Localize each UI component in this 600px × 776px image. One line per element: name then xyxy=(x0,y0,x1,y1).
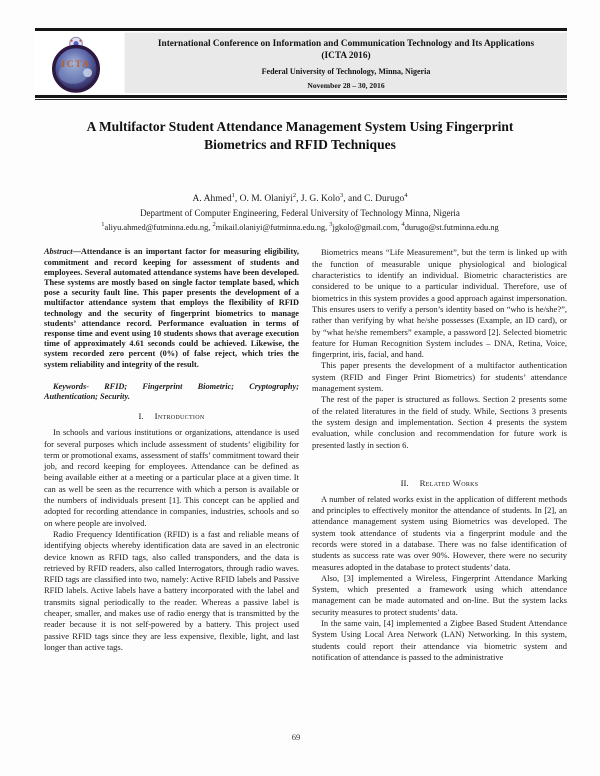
header-cell-gap xyxy=(117,32,124,93)
author-separator: , xyxy=(234,194,240,205)
author-sup: 2 xyxy=(292,192,297,199)
email-address: jgkolo@gmail.com, xyxy=(332,222,402,232)
introduction-paragraph: In schools and various institutions or organizations, attendance is used for several purposes which include assessment of students’ eligibility for term or promotional exams, assessment of staffs’ commitment toward their job, and record keeping for employees. Attendance can be defined as being available either at a meeting or a particular place at a given time. It can as well be seen as the recurrence with which a person is available or the numbers of individuals present [1]. This concept can be applied and adopted for recording attendance in companies, industries, schools and so on where people are involved. xyxy=(44,427,299,528)
author-name: J. G. Kolo xyxy=(300,194,340,205)
section-title: Introduction xyxy=(154,411,205,422)
section-number: II. xyxy=(400,477,409,488)
conference-header-text xyxy=(124,32,567,93)
author-name: A. Ahmed xyxy=(192,194,232,205)
icta-logo-text: ICTA xyxy=(61,58,91,70)
paper-title: A Multifactor Student Attendance Management System Using Fingerprint Biometrics and RFID Techniques xyxy=(86,119,514,152)
related-works-paragraph: A number of related works exist in the application of different methods and principles to effectively monitor the attendance of students. In [2], an attendance management system using Biometrics was developed. The system took attendance of students via a fingerprint module and the records were stored in a database. There was no false identification of students as success rate was over 90%. However, there were no security measures adopted in the database to protect students’ data. xyxy=(312,493,567,572)
conference-dates: November 28 – 30, 2016 xyxy=(307,81,385,90)
author-sup: 1 xyxy=(231,192,235,199)
section-number: I. xyxy=(138,411,144,422)
keywords: Keywords- RFID; Fingerprint Biometric; Cryptography; Authentication; Security. xyxy=(44,381,299,402)
page-number: 69 xyxy=(291,732,301,742)
author-line xyxy=(0,190,600,205)
abstract-text: Attendance is an important factor for measuring eligibility, commitment and record keeping for assessment of students and employees. Several automated attendance systems have been developed. These systems are mostly based on single factor template based, which pose a security fault line. This paper presents the development of a multifactor attendance system that employs the flexibility of RFID technology and the security of fingerprint biometrics to manage students’ attendance record. Performance evaluation in terms of response time and event using 10 students shows that average execution time of approximately 4.61 seconds could be achieved. Likewise, the system recorded zero percent (0%) of false reject, which tries the system reliability and integrity of the result. xyxy=(44,247,299,369)
introduction-paragraph: Biometrics means “Life Measurement”, but the term is linked up with the function of measurable unique physiological and biological characteristics to identify an individual. Biometric characteristics are considered to be unique to a particular individual. Therefore, use of biometrics in this system provides a good approach against impersonation. This ensures users to verify a person’s identity based on “who is he/she?”, rather than verifying by what he/she possesses (Example, an ID card), or by “what he/she remembers” example, a password [2]. Selected biometric feature for Human Recognition System includes – DNA, Retina, Voice, fingerprint, iris, facial, and hand. xyxy=(312,247,567,360)
icta-globe-logo-icon xyxy=(47,33,105,93)
related-works-paragraph: Also, [3] implemented a Wireless, Fingerprint Attendance Marking System, which presented a framework using which attendance management can be made automated and on-line. But the system lacks security measures to protect students’ data. xyxy=(312,572,567,617)
author-name: O. M. Olaniyi xyxy=(239,194,293,205)
header-bottom-rule-thin xyxy=(35,99,567,100)
email-address: aliyu.ahmed@futminna.edu.ng, xyxy=(104,222,213,232)
header-top-rule xyxy=(35,28,567,31)
introduction-paragraph: Radio Frequency Identification (RFID) is a fast and reliable means of identifying objects whereby identification data are saved in an electronic device known as RFID tags, also called transponders, and the data is retrieved by RFID readers, also called Interrogators, through radio waves. RFID tags are classified into two, namely: Active RFID labels and Passive RFID labels. Active labels have a battery incorporated with the label and transmits signal periodically to the reader. Whereas a passive label is cheaper, smaller, and makes use of radio energy that is transmitted by the reader because it is not self-powered by a battery. This project used passive RFID tags since they are less expensive, flexible, light, and last longer than active tags. xyxy=(44,528,299,652)
email-sup: 2 xyxy=(212,220,216,228)
related-works-paragraph: In the same vain, [4] implemented a Zigbee Based Student Attendance System Using Local Area Network (LAN) Networking. In this system, students could report their attendance via biometric system and notification of attendance is passed to the administrative xyxy=(312,618,567,662)
author-separator: , and xyxy=(343,194,365,205)
author-sup: 3 xyxy=(339,192,344,199)
two-column-layout xyxy=(44,247,567,663)
left-column xyxy=(44,247,299,663)
right-column xyxy=(312,247,567,663)
email-line xyxy=(0,220,600,233)
abstract xyxy=(44,247,299,369)
section-heading-related-works xyxy=(312,478,567,488)
author-separator: , xyxy=(296,194,301,205)
section-heading-introduction xyxy=(44,411,299,421)
author-name: C. Durugo xyxy=(364,194,405,205)
conference-header xyxy=(35,32,567,93)
email-sup: 3 xyxy=(329,220,333,228)
email-sup: 4 xyxy=(401,220,405,228)
conference-venue: Federal University of Technology, Minna, Nigeria xyxy=(261,67,431,76)
conference-acronym: (ICTA 2016) xyxy=(321,51,371,61)
affiliation: Department of Computer Engineering, Federal University of Technology Minna, Nigeria xyxy=(140,208,460,219)
header-bottom-rule-thick xyxy=(35,95,567,98)
email-sup: 1 xyxy=(101,220,105,228)
section-title: Related Works xyxy=(419,477,479,488)
author-sup: 4 xyxy=(404,192,408,199)
email-address: durugo@st.futminna.edu.ng xyxy=(404,222,499,232)
introduction-paragraph: The rest of the paper is structured as follows. Section 2 presents some of the related literatures in the field of study. While, Sections 3 presents the system design and implementation. Section 4 presents the system evaluation, while conclusion and recommendation for future work is presented lastly in section 6. xyxy=(312,394,567,450)
introduction-paragraph: This paper presents the development of a multifactor authentication system (RFID and Finger Print Biometrics) for students’ attendance management system. xyxy=(312,360,567,394)
conference-logo xyxy=(35,32,117,93)
conference-name: International Conference on Information and Communication Technology and Its Applications xyxy=(157,39,535,49)
abstract-label: Abstract— xyxy=(44,247,81,257)
email-address: mikail.olaniyi@futminna.edu.ng, xyxy=(215,222,330,232)
